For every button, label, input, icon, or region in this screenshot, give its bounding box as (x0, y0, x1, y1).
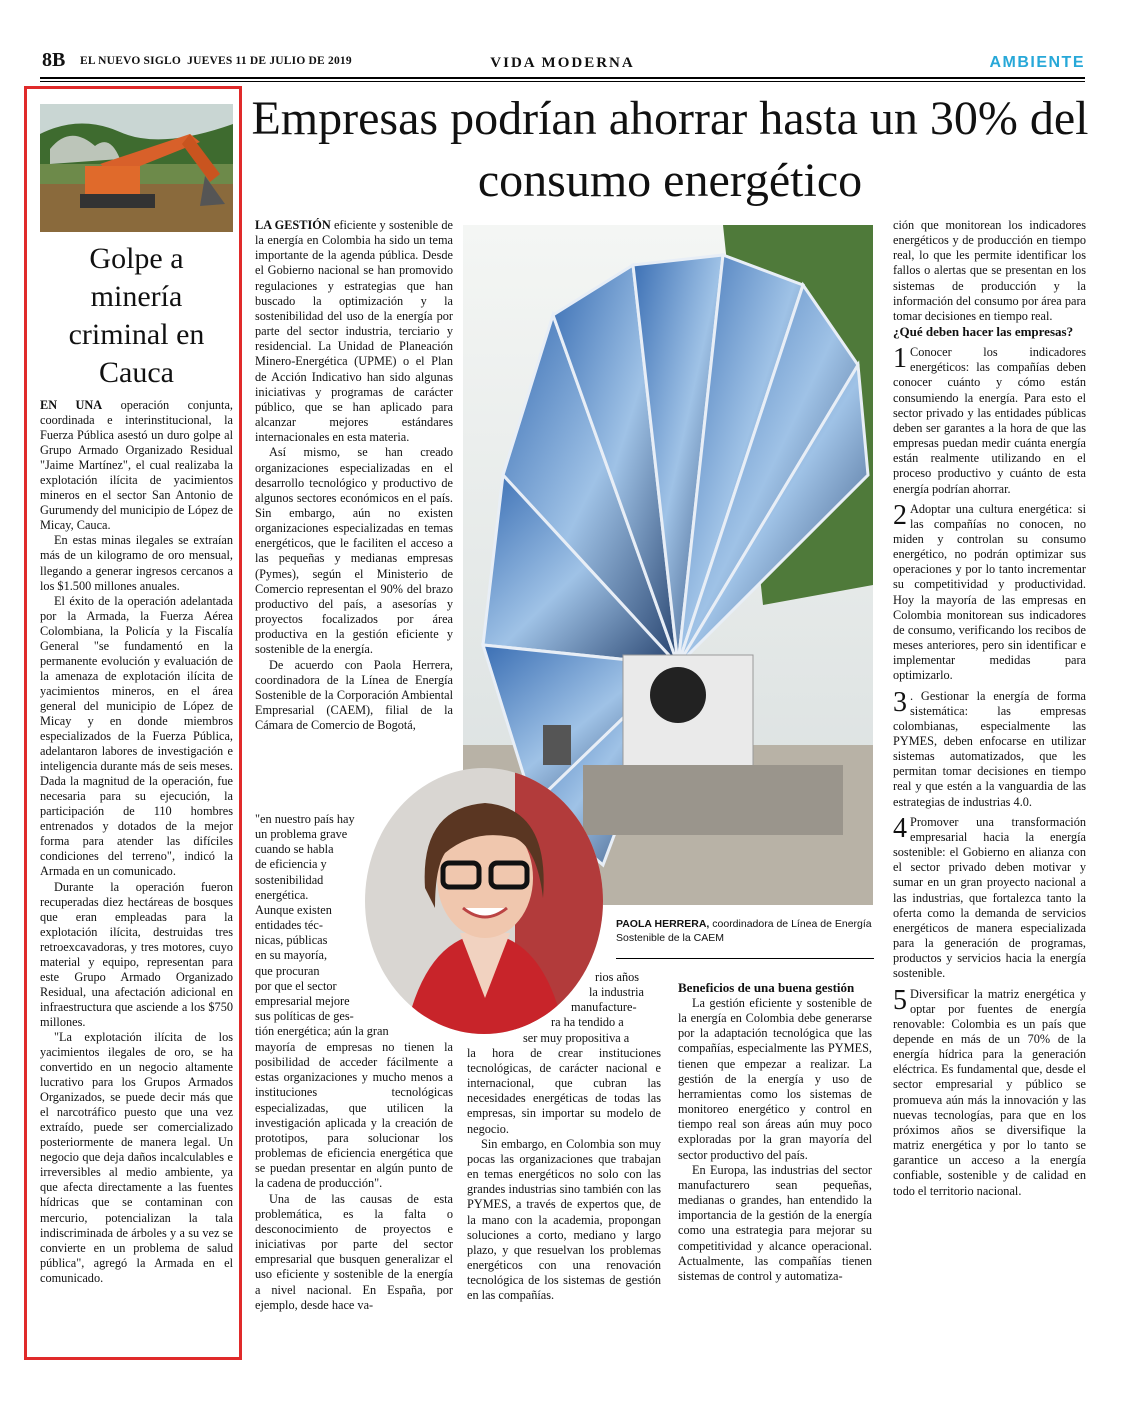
article-paragraph: Una de las causas de esta problemática, es la falta o desconocimiento de proyectos e iniciativas por parte del sector empresarial que busquen generalizar el uso eficiente y sostenible de la energía a nivel nacional. En España, por ejemplo, desde hace va- (255, 1191, 453, 1312)
quote-line: un problema grave (255, 827, 348, 842)
article-column-4 (893, 218, 1086, 1199)
caption-name: PAOLA HERRERA, (616, 918, 710, 930)
quote-line: sus políticas de ges- (255, 1009, 354, 1024)
sidebar-paragraph: "La explotación ilícita de los yacimientos ilegales de oro, se ha convertido en un negocio altamente lucrativo para los Grupos Armados Organizados, se puede decir más que el narcotráfico puesto que una vez extraído, puede ser comercializado posteriormente de manera legal. Un negocio que deja daños incalculables e irreversibles al medio ambiente, ya que afecta directamente a las fuentes hídricas que se contaminan con mercurio, potencializan la tala indiscriminada de árboles y a su vez se convierte en un problema de salud pública", agregó la Armada en el comunicado. (40, 1029, 233, 1285)
step-item: 4 Promover una transformación empresarial hacia la energía sostenible: el Gobierno en alianza con el sector privado deben motivar y sumar en un gran proyecto nacional a las industrias, que fortalezca tanto la oferta como la demanda de servicios energéticos de manera especializada para la generación de programas, productos y servicios hacia la energía sostenible. (893, 812, 1086, 981)
header-rule (40, 77, 1085, 79)
newspaper-name: EL NUEVO SIGLO (80, 55, 181, 67)
step-number: 2 (893, 499, 907, 531)
quote-line: tión energética; aún la gran (255, 1024, 389, 1039)
issue-date: JUEVES 11 DE JULIO DE 2019 (187, 55, 352, 67)
quote-line: que procuran (255, 963, 320, 978)
wrap-line: ra ha tendido a (551, 1015, 624, 1030)
sidebar-paragraph: El éxito de la operación adelantada por la Armada, la Fuerza Aérea Colombiana, la Policía y la Fiscalía General "se fundamentó en la permanente evolución y evaluación de la amenaza de explotación ilícita de yacimientos mineros, en el área general del municipio de López de Micay y en donde miembros especializados de la Fuerza Pública, adelantaron labores de investigación e inteligencia durante más de seis meses. Dada la magnitud de la operación, fue necesaria para su ejecución, la participación de 110 hombres entrenados y dotados de la mejor forma para atender las difíciles condiciones del terreno", indicó la Armada en un comunicado. (40, 593, 233, 879)
article-column-1-continued (255, 1040, 453, 1313)
wrap-line: la industria (589, 985, 644, 1000)
sidebar-paragraph: EN UNA operación conjunta, coordinada e interinstitucional, la Fuerza Pública asestó un duro golpe al Grupo Armado Organizado Residual "Jaime Martínez", el cual realizaba la explotación ilícita de yacimientos mineros en el sector San Antonio de Gurumendy del municipio de López de Micay, Cauca. (40, 398, 233, 533)
quote-line: en su mayoría, (255, 948, 328, 963)
quote-line: energética. (255, 887, 309, 902)
article-column-3 (678, 980, 872, 1284)
wrap-line: manufacture- (571, 1000, 637, 1015)
article-headline: Empresas podrían ahorrar hasta un 30% del consumo energético (251, 92, 1089, 207)
caption-rule (616, 958, 874, 959)
step-number: 3 (893, 686, 907, 718)
step-item: 3 . Gestionar la energía de forma sistemática: las empresas colombianas, especialmente las PYMES, deben enfocarse en utilizar sistemas automatizados, que les permitan tomar decisiones en tiempo real y que estén a la vanguardia de las estrategias de industrias 4.0. (893, 686, 1086, 809)
photo-caption (616, 917, 876, 945)
article-column-1 (255, 218, 453, 733)
quote-line: "en nuestro país hay (255, 812, 355, 826)
step-number: 5 (893, 984, 907, 1016)
quote-line: empresarial mejore (255, 993, 350, 1008)
article-paragraph: ción que monitorean los indicadores energéticos y de producción en tiempo real, lo que les permite identificar los fallos o alertas que se presentan en los sistemas de producción y la información del consumo por área para tomar decisiones en tiempo real. (893, 218, 1086, 323)
article-paragraph: La gestión eficiente y sostenible de la energía en Colombia debe generarse por la adaptación tecnológica que las compañías, especialmente las PYMES, tienen que empezar a realizar. La gestión de la energía y uso de herramientas como los sistemas de monitoreo energético y control en tiempo real son áreas aún muy poco exploradas por la gran mayoría del sector productivo del país. (678, 996, 872, 1162)
header-rule-thin (40, 81, 1085, 82)
section-title: VIDA MODERNA (490, 55, 635, 71)
subhead-what-to-do: ¿Qué deben hacer las empresas? (893, 324, 1074, 340)
excavator-photo (40, 104, 233, 232)
sidebar-lead: EN UNA (40, 398, 103, 412)
sidebar-paragraph: Durante la operación fueron recuperadas diez hectáreas de bosques que eran empleadas para la explotación ilícita, destruidas tres retroexcavadoras, y tres motores, cuyo material y equipo, representan para este Grupo Armado Organizado Residual, una afectación adicional en infraestructura que asciende a los $750 millones. (40, 879, 233, 1029)
sidebar-paragraph: En estas minas ilegales se extraían más de un kilogramo de oro mensual, llegando a generar ingresos cercanos a los $1.500 millones anuales. (40, 533, 233, 593)
subhead-benefits: Beneficios de una buena gestión (678, 980, 855, 995)
quote-line: de eficiencia y (255, 857, 327, 872)
step-item: 2 Adoptar una cultura energética: si las compañías no conocen, no miden y controlan su consumo energético, no podrán optimizar sus operaciones y por lo tanto incrementar su competitividad y productividad. Hoy la mayoría de las empresas en Colombia monitorean sus indicadores de consumo, verificando los recibos de meses anteriores, pero sin identificar e implementar medidas para optimizarlo. (893, 499, 1086, 683)
quote-line: por que el sector (255, 978, 337, 993)
article-column-2 (467, 970, 661, 1303)
article-paragraph: la hora de crear instituciones tecnológicas, de carácter nacional e internacional, que cubran las necesidades energéticas de todas las empresas, sin importar su modelo de negocio. (467, 1045, 661, 1136)
article-paragraph: Sin embargo, en Colombia son muy pocas las organizaciones que trabajan en temas energéticos no solo con las grandes industrias sino también con las PYMES, a través de expertos que, de la mano con la academia, propongan soluciones a corto, mediano y largo plazo, y que resuelvan los problemas energéticos con una renovación tecnológica de los sistemas de gestión en las compañías. (467, 1136, 661, 1303)
wrap-line: rios años (595, 970, 640, 984)
step-item: 1 Conocer los indicadores energéticos: las compañías deben conocer cuánto y cómo están consumiendo la energía. Para esto el sector privado y las entidades públicas deben ser garantes a la hora de que las empresas puedan medir cuánta energía están realmente utilizando en el proceso productivo y cuánto de esta energía podrían ahorrar. (893, 343, 1086, 496)
step-number: 4 (893, 812, 907, 844)
col2-wrap (467, 970, 661, 1046)
article-paragraph: En Europa, las industrias del sector manufacturero sean pequeñas, medianas o grandes, han entendido la importancia de la gestión de la energía como una estrategia para mejorar su competitividad y alcance operacional. Actualmente, las compañías tienen sistemas de control y automatiza- (678, 1162, 872, 1283)
article-paragraph: mayoría de empresas no tienen la posibilidad de acceder fácilmente a estas organizaciones y mucho menos a instituciones tecnológicas especializadas, que utilicen la investigación aplicada y la creación de prototipos, para solucionar los problemas de eficiencia energética que se puedan presentar en algún punto de la cadena de producción". (255, 1040, 453, 1191)
quote-line: cuando se habla (255, 842, 334, 857)
sidebar-title: Golpe a minería criminal en Cauca (68, 242, 205, 389)
step-number: 1 (893, 343, 907, 375)
quote-line: Aunque existen (255, 902, 332, 917)
quote-line: entidades téc- (255, 918, 323, 933)
caption-text: coordinadora de Línea de Energía Sostenible de la CAEM (616, 918, 872, 944)
quote-line: sostenibilidad (255, 872, 324, 887)
article-lead: LA GESTIÓN (255, 218, 331, 232)
step-item: 5 Diversificar la matriz energética y optar por fuentes de energía renovable: Colombia es un país que depende en más de un 70% de la energía hídrica para la generación eléctrica. Es fundamental que, desde el sector empresarial y público se promueva aún más la innovación y las nuevas tecnologías, para que en los próximos años se diversifique la matriz energética y por lo tanto se garantice un acceso a la energía confiable, sostenible y de calidad en todo el territorio nacional. (893, 984, 1086, 1198)
page-number: 8B (42, 49, 66, 71)
article-paragraph: LA GESTIÓN eficiente y sostenible de la energía en Colombia ha sido un tema importante de la agenda pública. Desde el Gobierno nacional se han promovido regulaciones y estrategias que han buscado la optimización y la sostenibilidad del uso de la energía por parte del sector industria, terciario y residencial. La Unidad de Planeación Minero-Energética (UPME) o el Plan de Acción Indicativo han sido algunas iniciativas y programas de carácter público, que se han aplicado para alcanzar mejores estándares internacionales en esta materia. (255, 218, 453, 445)
article-paragraph: Así mismo, se han creado organizaciones especializadas en el desarrollo tecnológico y productivo de algunos sectores económicos en el país. Sin embargo, aún no existen organizaciones especializadas en temas energéticos, que le faciliten el acceso a las pequeñas y medianas empresas (Pymes), según el Ministerio de Comercio representan el 90% del brazo productivo del país, a asesorías y proyectos focalizados por área productiva en la gestión eficiente y sostenible de la energía. (255, 445, 453, 657)
article-paragraph: De acuerdo con Paola Herrera, coordinadora de la Línea de Energía Sostenible de la Corporación Ambiental Empresarial (CAEM), filial de la Cámara de Comercio de Bogotá, (255, 657, 453, 733)
wrap-line: ser muy propositiva a (523, 1030, 630, 1045)
category-label: AMBIENTE (989, 54, 1085, 71)
quote-line: nicas, públicas (255, 933, 328, 948)
sidebar-body (40, 398, 233, 1286)
